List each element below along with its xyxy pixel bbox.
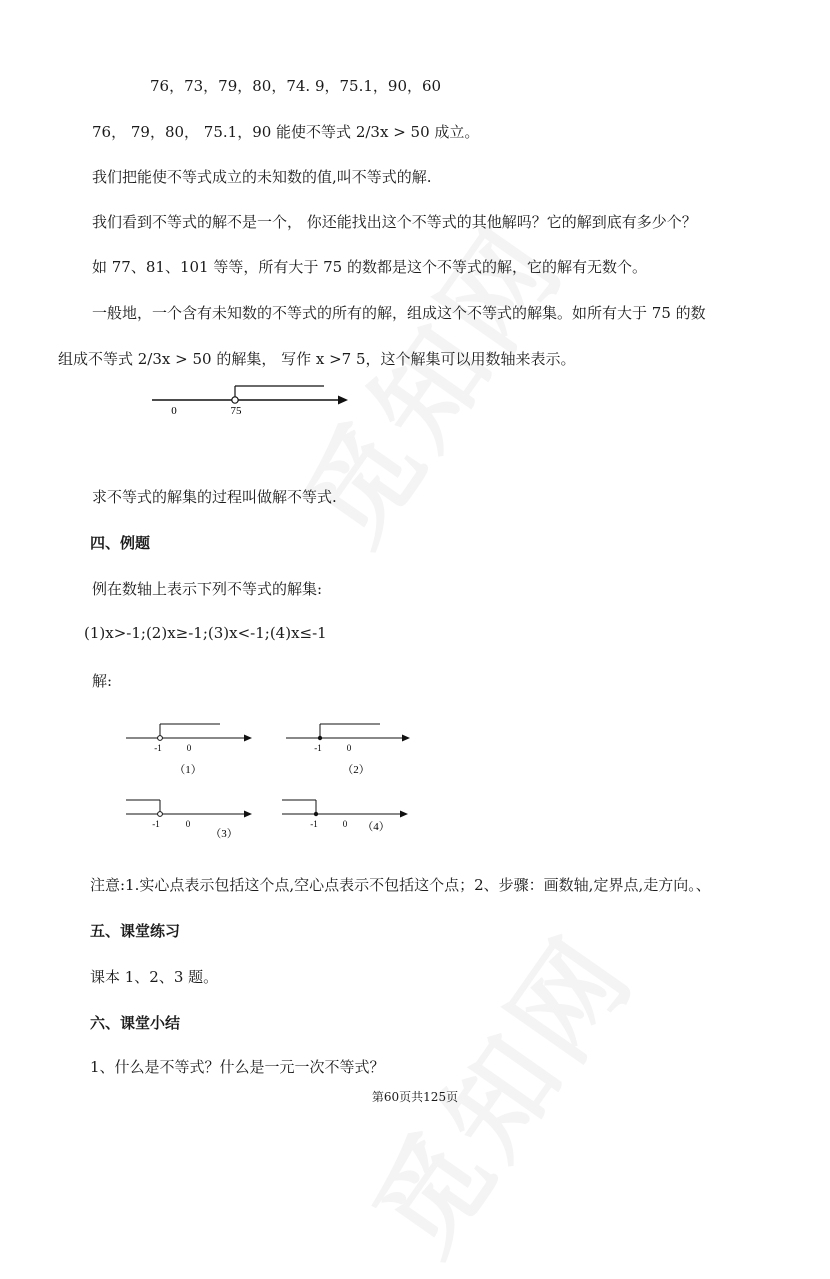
minus-one-label-1: -1 <box>154 743 162 753</box>
summary-question-1: 1、什么是不等式？什么是一元一次不等式？ <box>90 1058 385 1076</box>
solutions-line: 76， 79，80， 75.1，90 能使不等式 2/3x > 50 成立。 <box>92 123 480 141</box>
caption-2: （2） <box>342 764 370 776</box>
main-axis-arrow <box>338 396 348 405</box>
number-line-1 <box>122 716 257 778</box>
inequalities-line: (1)x>-1;(2)x≥-1;(3)x<-1;(4)x≤-1 <box>84 624 327 642</box>
solve-definition-line: 求不等式的解集的过程叫做解不等式. <box>92 488 337 506</box>
open-point-1 <box>158 736 163 741</box>
main-point-label: 75 <box>230 405 242 417</box>
minus-one-label-4: -1 <box>310 819 318 829</box>
caption-1: （1） <box>174 764 202 776</box>
number-line-4 <box>278 792 418 844</box>
section-5-heading: 五、课堂练习 <box>90 922 181 940</box>
example-answer-line: 如 77、81、101 等等，所有大于 75 的数都是这个不等式的解，它的解有无数个。 <box>92 258 647 276</box>
zero-label-3: 0 <box>185 819 191 829</box>
caption-4: （4） <box>362 821 390 833</box>
solution-label: 解: <box>92 672 113 690</box>
example-prompt-line: 例在数轴上表示下列不等式的解集: <box>92 580 323 598</box>
solid-point-4 <box>314 812 318 816</box>
section-6-heading: 六、课堂小结 <box>90 1014 181 1032</box>
caption-3: （3） <box>210 828 238 840</box>
zero-label-1: 0 <box>186 743 192 753</box>
number-line-3 <box>122 792 257 844</box>
question-line: 我们看到不等式的解不是一个， 你还能找出这个不等式的其他解吗？它的解到底有多少个？ <box>92 213 697 231</box>
main-open-point <box>232 397 238 403</box>
open-point-3 <box>158 812 163 817</box>
number-line-2 <box>282 716 417 778</box>
general-line-2: 组成不等式 2/3x > 50 的解集， 写作 x >7 5，这个解集可以用数轴来表示。 <box>58 350 576 368</box>
section-4-heading: 四、例题 <box>90 534 151 552</box>
minus-one-label-3: -1 <box>152 819 160 829</box>
watermark <box>261 189 593 570</box>
zero-label-4: 0 <box>342 819 348 829</box>
page-footer: 第60页共125页 <box>371 1090 459 1104</box>
data-values-line: 76，73，79，80，74. 9，75.1，90，60 <box>150 77 442 95</box>
main-origin-label: 0 <box>171 405 177 417</box>
note-line: 注意:1.实心点表示包括这个点,空心点表示不包括这个点；2、步骤：画数轴,定界点,走方向。、 <box>90 876 711 894</box>
exercise-line: 课本 1、2、3 题。 <box>90 968 219 986</box>
solid-point-2 <box>318 736 322 740</box>
general-line-1: 一般地，一个含有未知数的不等式的所有的解，组成这个不等式的解集。如所有大于 75 的数 <box>92 304 706 322</box>
zero-label-2: 0 <box>346 743 352 753</box>
definition-line: 我们把能使不等式成立的未知数的值,叫不等式的解. <box>92 168 432 186</box>
minus-one-label-2: -1 <box>314 743 322 753</box>
main-number-line <box>148 380 358 420</box>
